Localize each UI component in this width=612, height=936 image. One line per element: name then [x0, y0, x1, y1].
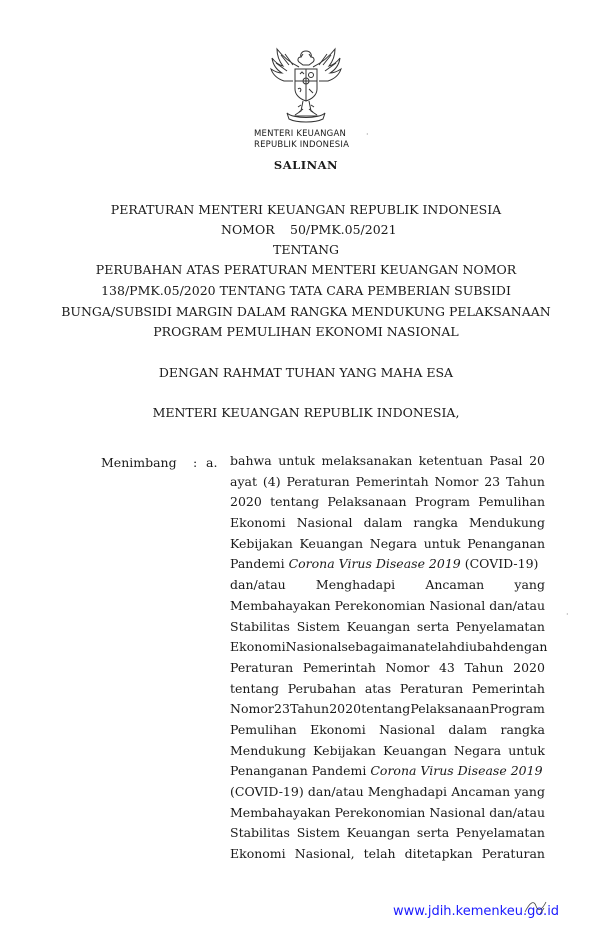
subject-line: 138/PMK.05/2020 TENTANG TATA CARA PEMBERIAN SUBSIDI [101, 283, 511, 298]
considering-body [230, 451, 548, 865]
body-line: Ekonomi Nasional, telah ditetapkan Peraturan [230, 846, 545, 862]
body-line: dan/atau Menghadapi Ancaman yang [230, 577, 545, 593]
minister-title: MENTERI KEUANGAN REPUBLIK INDONESIA, [152, 405, 460, 420]
ministry-line-2: REPUBLIK INDONESIA [254, 140, 350, 150]
italic-term: Corona Virus Disease 2019 [370, 763, 543, 779]
body-line: Kebijakan Keuangan Negara untuk Penanganan [230, 535, 545, 551]
body-line: Ekonomi Nasional dalam rangka Mendukung [230, 515, 545, 531]
body-line: Membahayakan Perekonomian Nasional dan/atau [230, 597, 545, 613]
nomor-value: 50/PMK.05/2021 [290, 222, 397, 237]
subject-line: BUNGA/SUBSIDI MARGIN DALAM RANGKA MENDUKUNG PELAKSANAAN [61, 304, 551, 319]
footer-url-link[interactable]: www.jdih.kemenkeu.go.id [393, 904, 560, 919]
body-line: Stabilitas Sistem Keuangan serta Penyelamatan [230, 618, 545, 634]
subject-line: PROGRAM PEMULIHAN EKONOMI NASIONAL [153, 324, 459, 339]
body-line: Membahayakan Perekonomian Nasional dan/atau [230, 804, 545, 820]
copy-label: SALINAN [273, 158, 339, 172]
considering-colon: : [193, 455, 198, 470]
body-line: Peraturan Pemerintah Nomor 43 Tahun 2020 [230, 659, 545, 675]
considering-label: Menimbang [101, 455, 177, 470]
tentang-heading: TENTANG [272, 242, 339, 257]
body-line: (COVID-19) dan/atau Menghadapi Ancaman yang [230, 784, 545, 799]
body-line: bahwa untuk melaksanakan ketentuan Pasal 20 [230, 453, 545, 468]
body-line: tentang Perubahan atas Peraturan Pemerintah [230, 680, 545, 696]
grace-statement: DENGAN RAHMAT TUHAN YANG MAHA ESA [158, 365, 454, 380]
body-line: 2020 tentang Pelaksanaan Program Pemulihan [230, 494, 545, 510]
body-line: Mendukung Kebijakan Keuangan Negara untuk [230, 742, 545, 758]
scan-speck-icon: · [366, 130, 369, 139]
body-line: ayat (4) Peraturan Pemerintah Nomor 23 Tahun [230, 473, 545, 489]
garuda-emblem-icon [265, 45, 347, 125]
signature-scribble-icon [522, 896, 552, 918]
subject-line: PERUBAHAN ATAS PERATURAN MENTERI KEUANGAN NOMOR [95, 262, 517, 277]
regulation-title: PERATURAN MENTERI KEUANGAN REPUBLIK INDONESIA [110, 202, 502, 217]
italic-term: Corona Virus Disease 2019 [288, 556, 461, 572]
body-line: Ekonomi Nasional sebagaimana telah diubah dengan [230, 639, 548, 655]
body-line: Nomor 23 Tahun 2020 tentang Pelaksanaan Program [230, 701, 545, 717]
nomor-label: NOMOR [221, 222, 275, 237]
ministry-line-1: MENTERI KEUANGAN [254, 129, 347, 139]
body-line: Penanganan Pandemi Corona Virus Disease 2019 [230, 761, 545, 782]
body-line: Stabilitas Sistem Keuangan serta Penyelamatan [230, 825, 545, 841]
body-line: Pandemi Corona Virus Disease 2019 (COVID-19) [230, 554, 545, 575]
scan-speck-icon: · [566, 610, 569, 619]
ministry-header [254, 129, 394, 151]
body-line: Pemulihan Ekonomi Nasional dalam rangka [230, 721, 545, 737]
point-marker: a. [206, 455, 218, 470]
